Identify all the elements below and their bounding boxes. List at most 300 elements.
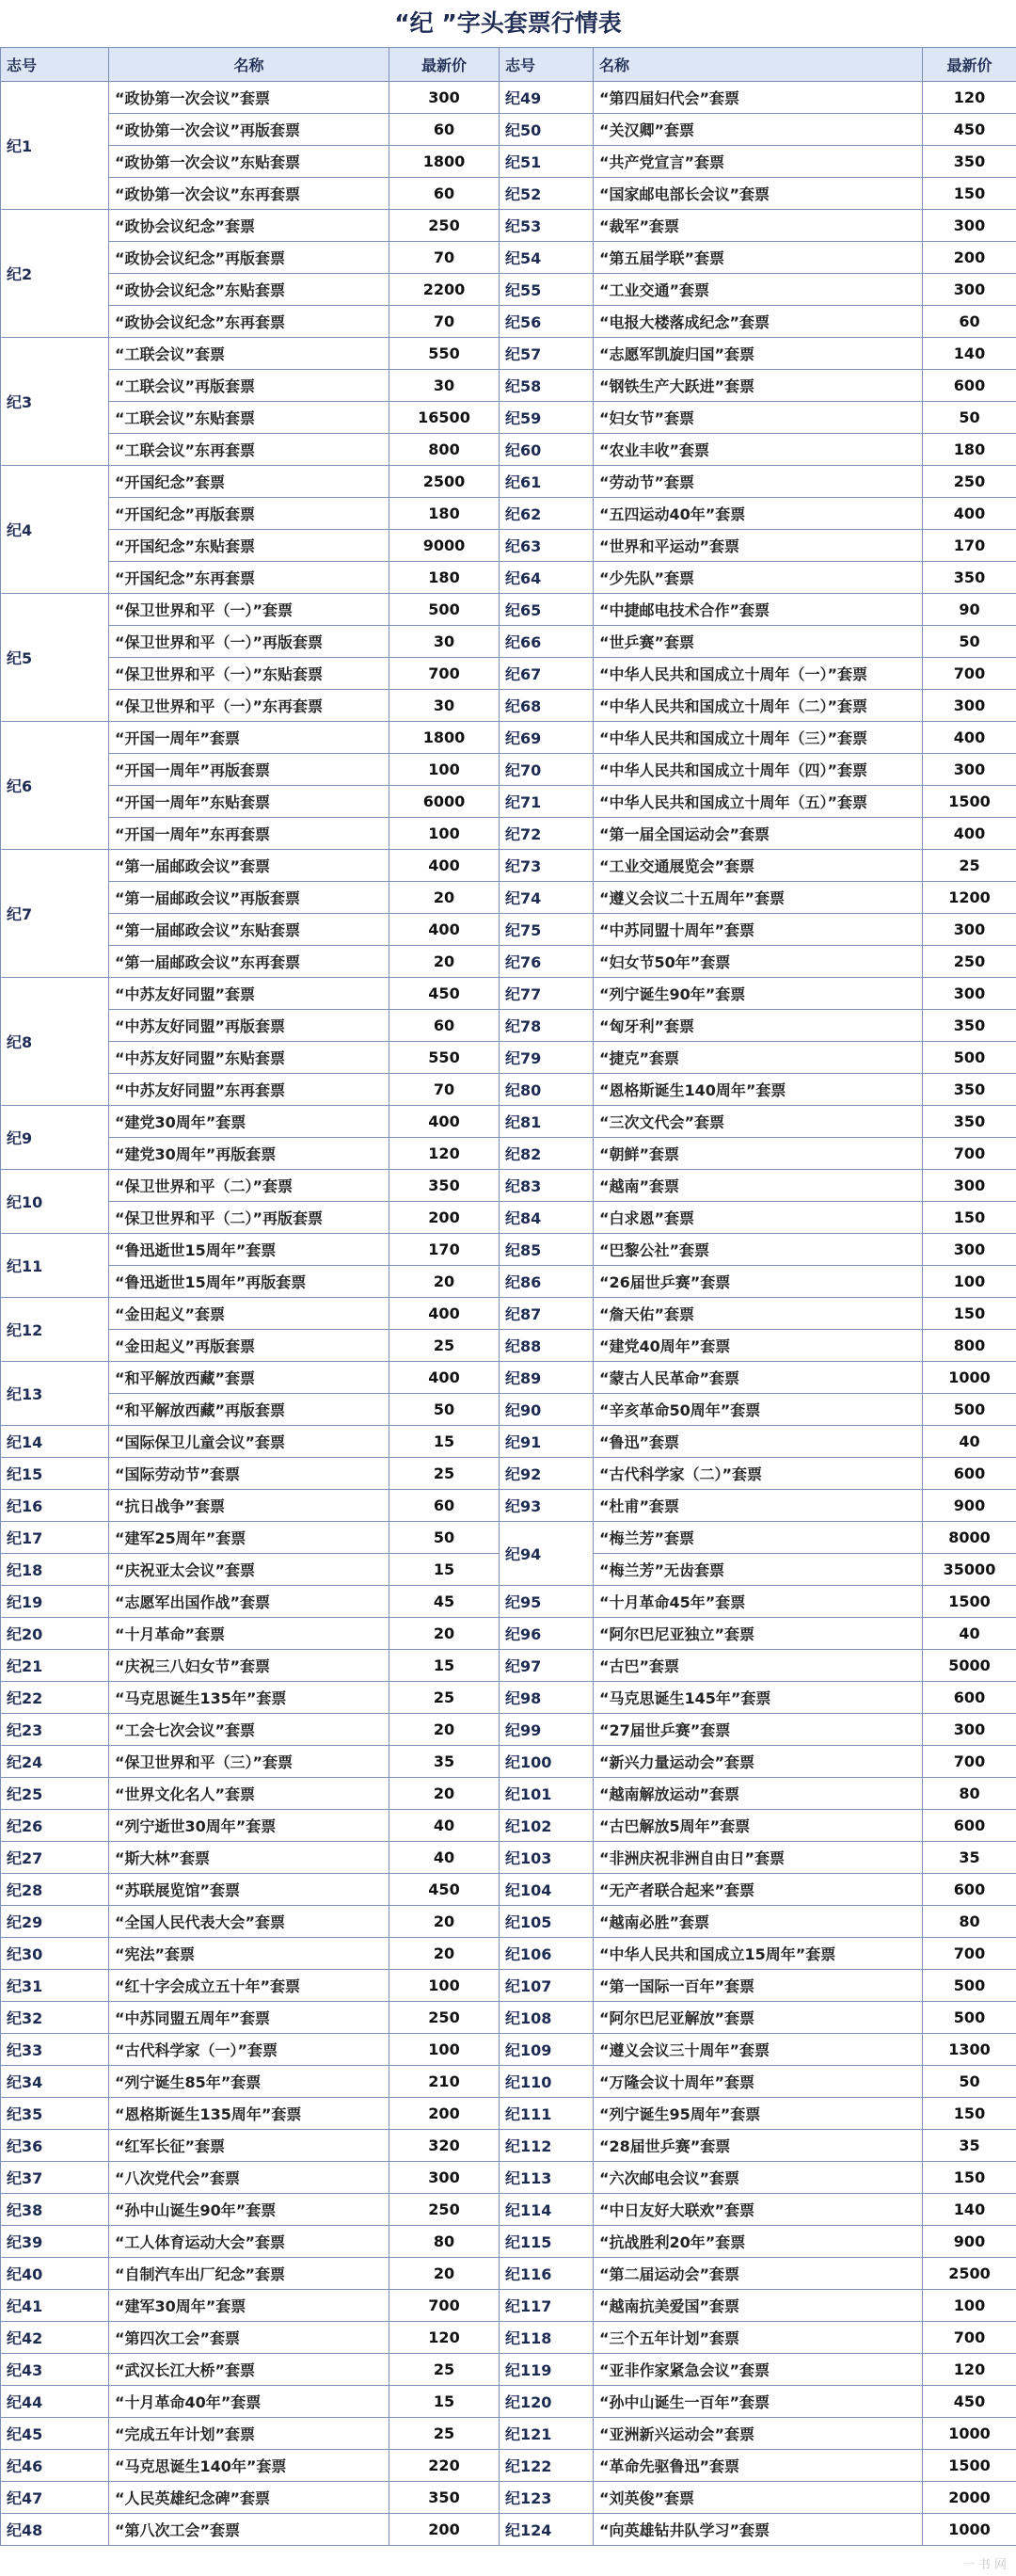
- stamp-price: 25: [389, 1682, 500, 1714]
- stamp-price: 2500: [923, 2258, 1016, 2290]
- stamp-id: 纪89: [500, 1362, 594, 1394]
- stamp-name: “阿尔巴尼亚独立”套票: [594, 1618, 923, 1650]
- stamp-id: 纪73: [500, 850, 594, 882]
- stamp-price: 800: [923, 1330, 1016, 1362]
- stamp-id: 纪35: [1, 2098, 109, 2130]
- table-row: [1, 722, 1016, 754]
- stamp-name: “政协会议纪念”再版套票: [109, 242, 389, 274]
- stamp-id: 纪105: [500, 1906, 594, 1938]
- stamp-id: 纪71: [500, 786, 594, 818]
- stamp-price: 5000: [923, 1650, 1016, 1682]
- header-name-right: 名称: [594, 48, 923, 82]
- stamp-name: “第四届妇代会”套票: [594, 82, 923, 114]
- stamp-price: 2200: [389, 274, 500, 306]
- table-row: [1, 818, 1016, 850]
- stamp-id: 纪55: [500, 274, 594, 306]
- stamp-id: 纪23: [1, 1714, 109, 1746]
- table-row: [1, 1042, 1016, 1074]
- stamp-name: “中苏同盟十周年”套票: [594, 914, 923, 946]
- stamp-name: “庆祝亚太会议”套票: [109, 1554, 389, 1586]
- stamp-price: 100: [389, 818, 500, 850]
- stamp-name: “人民英雄纪念碑”套票: [109, 2482, 389, 2514]
- stamp-id: 纪91: [500, 1426, 594, 1458]
- stamp-id: 纪123: [500, 2482, 594, 2514]
- stamp-id: 纪121: [500, 2418, 594, 2450]
- stamp-id: 纪63: [500, 530, 594, 562]
- stamp-id: 纪66: [500, 626, 594, 658]
- stamp-price: 35: [389, 1746, 500, 1778]
- stamp-name: “工人体育运动大会”套票: [109, 2226, 389, 2258]
- stamp-name: “白求恩”套票: [594, 1202, 923, 1234]
- stamp-price: 80: [389, 2226, 500, 2258]
- stamp-name: “志愿军凯旋归国”套票: [594, 338, 923, 370]
- stamp-id: 纪72: [500, 818, 594, 850]
- table-row: [1, 402, 1016, 434]
- table-row: [1, 2034, 1016, 2066]
- stamp-name: “中华人民共和国成立十周年（一）”套票: [594, 658, 923, 690]
- stamp-price: 80: [923, 1778, 1016, 1810]
- stamp-id: 纪46: [1, 2450, 109, 2482]
- table-row: [1, 1394, 1016, 1426]
- stamp-price: 40: [923, 1426, 1016, 1458]
- stamp-price: 250: [389, 210, 500, 242]
- table-row: [1, 690, 1016, 722]
- stamp-name: “梅兰芳”无齿套票: [594, 1554, 923, 1586]
- stamp-price: 140: [923, 338, 1016, 370]
- stamp-price: 80: [923, 1906, 1016, 1938]
- stamp-name: “中华人民共和国成立十周年（四）”套票: [594, 754, 923, 786]
- table-row: [1, 562, 1016, 594]
- stamp-price: 300: [923, 210, 1016, 242]
- stamp-id: 纪29: [1, 1906, 109, 1938]
- stamp-name: “农业丰收”套票: [594, 434, 923, 466]
- header-price-right: 最新价: [923, 48, 1016, 82]
- stamp-price: 320: [389, 2130, 500, 2162]
- stamp-price: 350: [389, 2482, 500, 2514]
- stamp-name: “庆祝三八妇女节”套票: [109, 1650, 389, 1682]
- stamp-name: “政协会议纪念”东贴套票: [109, 274, 389, 306]
- table-row: [1, 2194, 1016, 2226]
- table-row: [1, 2162, 1016, 2194]
- stamp-name: “开国一周年”东贴套票: [109, 786, 389, 818]
- stamp-name: “全国人民代表大会”套票: [109, 1906, 389, 1938]
- stamp-price: 400: [389, 1362, 500, 1394]
- stamp-name: “古代科学家（一）”套票: [109, 2034, 389, 2066]
- page-title: “纪 ”字头套票行情表: [394, 9, 622, 37]
- stamp-name: “三次文代会”套票: [594, 1106, 923, 1138]
- stamp-id: 纪115: [500, 2226, 594, 2258]
- stamp-id: 纪18: [1, 1554, 109, 1586]
- stamp-price: 100: [923, 2290, 1016, 2322]
- stamp-name: “共产党宣言”套票: [594, 146, 923, 178]
- stamp-price: 20: [389, 882, 500, 914]
- stamp-price: 20: [389, 946, 500, 978]
- stamp-id: 纪45: [1, 2418, 109, 2450]
- stamp-price: 600: [923, 1874, 1016, 1906]
- stamp-price: 60: [923, 306, 1016, 338]
- stamp-price: 100: [923, 1266, 1016, 1298]
- stamp-name: “第五届学联”套票: [594, 242, 923, 274]
- stamp-id: 纪56: [500, 306, 594, 338]
- stamp-price: 300: [923, 274, 1016, 306]
- stamp-price: 400: [389, 850, 500, 882]
- stamp-id: 纪6: [1, 722, 109, 850]
- stamp-name: “遵义会议三十周年”套票: [594, 2034, 923, 2066]
- stamp-id: 纪62: [500, 498, 594, 530]
- stamp-id: 纪13: [1, 1362, 109, 1426]
- stamp-price: 50: [923, 2066, 1016, 2098]
- stamp-id: 纪90: [500, 1394, 594, 1426]
- stamp-price: 60: [389, 1010, 500, 1042]
- stamp-price: 15: [389, 1426, 500, 1458]
- stamp-price: 900: [923, 2226, 1016, 2258]
- header-id-right: 志号: [500, 48, 594, 82]
- stamp-id: 纪42: [1, 2322, 109, 2354]
- stamp-price: 300: [923, 754, 1016, 786]
- stamp-name: “中苏同盟五周年”套票: [109, 2002, 389, 2034]
- stamp-price: 210: [389, 2066, 500, 2098]
- stamp-name: “开国一周年”东再套票: [109, 818, 389, 850]
- stamp-name: “辛亥革命50周年”套票: [594, 1394, 923, 1426]
- stamp-name: “新兴力量运动会”套票: [594, 1746, 923, 1778]
- stamp-name: “国际劳动节”套票: [109, 1458, 389, 1490]
- stamp-name: “向英雄钻井队学习”套票: [594, 2514, 923, 2546]
- stamp-price: 50: [389, 1522, 500, 1554]
- stamp-id: 纪37: [1, 2162, 109, 2194]
- stamp-id: 纪74: [500, 882, 594, 914]
- stamp-price: 60: [389, 1490, 500, 1522]
- header-row: [1, 48, 1016, 82]
- table-row: [1, 242, 1016, 274]
- stamp-name: “蒙古人民革命”套票: [594, 1362, 923, 1394]
- stamp-name: “工业交通展览会”套票: [594, 850, 923, 882]
- stamp-name: “非洲庆祝非洲自由日”套票: [594, 1842, 923, 1874]
- stamp-name: “詹天佑”套票: [594, 1298, 923, 1330]
- stamp-price: 150: [923, 1202, 1016, 1234]
- stamp-name: “越南解放运动”套票: [594, 1778, 923, 1810]
- stamp-price: 900: [923, 1490, 1016, 1522]
- stamp-price: 700: [389, 2290, 500, 2322]
- stamp-name: “世界和平运动”套票: [594, 530, 923, 562]
- stamp-name: “世乒赛”套票: [594, 626, 923, 658]
- table-row: [1, 466, 1016, 498]
- stamp-name: “十月革命40年”套票: [109, 2386, 389, 2418]
- table-row: [1, 1138, 1016, 1170]
- stamp-price: 500: [389, 594, 500, 626]
- stamp-name: “钢铁生产大跃进”套票: [594, 370, 923, 402]
- stamp-name: “保卫世界和平（一）”套票: [109, 594, 389, 626]
- price-table: [0, 47, 1016, 2546]
- stamp-price: 1000: [923, 2418, 1016, 2450]
- table-row: [1, 1842, 1016, 1874]
- stamp-price: 300: [923, 1714, 1016, 1746]
- stamp-id: 纪11: [1, 1234, 109, 1298]
- stamp-id: 纪5: [1, 594, 109, 722]
- stamp-id: 纪34: [1, 2066, 109, 2098]
- stamp-name: “杜甫”套票: [594, 1490, 923, 1522]
- table-body: [1, 82, 1016, 2546]
- stamp-price: 400: [923, 818, 1016, 850]
- stamp-price: 250: [389, 2002, 500, 2034]
- stamp-price: 15: [389, 1554, 500, 1586]
- stamp-id: 纪1: [1, 82, 109, 210]
- stamp-name: “巴黎公社”套票: [594, 1234, 923, 1266]
- stamp-price: 70: [389, 1074, 500, 1106]
- stamp-name: “抗日战争”套票: [109, 1490, 389, 1522]
- table-row: [1, 1106, 1016, 1138]
- stamp-name: “工会七次会议”套票: [109, 1714, 389, 1746]
- stamp-name: “鲁迅逝世15周年”套票: [109, 1234, 389, 1266]
- table-row: [1, 754, 1016, 786]
- stamp-price: 35: [923, 2130, 1016, 2162]
- stamp-price: 25: [389, 1330, 500, 1362]
- table-row: [1, 2002, 1016, 2034]
- table-row: [1, 850, 1016, 882]
- stamp-id: 纪102: [500, 1810, 594, 1842]
- stamp-name: “第八次工会”套票: [109, 2514, 389, 2546]
- stamp-name: “中苏友好同盟”再版套票: [109, 1010, 389, 1042]
- stamp-name: “中苏友好同盟”套票: [109, 978, 389, 1010]
- table-row: [1, 146, 1016, 178]
- stamp-name: “亚洲新兴运动会”套票: [594, 2418, 923, 2450]
- table-row: [1, 434, 1016, 466]
- stamp-name: “和平解放西藏”再版套票: [109, 1394, 389, 1426]
- stamp-name: “中苏友好同盟”东贴套票: [109, 1042, 389, 1074]
- stamp-name: “完成五年计划”套票: [109, 2418, 389, 2450]
- stamp-id: 纪122: [500, 2450, 594, 2482]
- stamp-price: 700: [923, 1938, 1016, 1970]
- stamp-name: “开国纪念”套票: [109, 466, 389, 498]
- table-row: [1, 1330, 1016, 1362]
- stamp-price: 300: [923, 978, 1016, 1010]
- stamp-id: 纪21: [1, 1650, 109, 1682]
- stamp-name: “电报大楼落成纪念”套票: [594, 306, 923, 338]
- stamp-price: 550: [389, 338, 500, 370]
- stamp-price: 60: [389, 178, 500, 210]
- stamp-price: 500: [923, 1970, 1016, 2002]
- stamp-id: 纪79: [500, 1042, 594, 1074]
- stamp-price: 1000: [923, 1362, 1016, 1394]
- stamp-id: 纪94: [500, 1522, 594, 1586]
- table-row: [1, 1906, 1016, 1938]
- stamp-id: 纪106: [500, 1938, 594, 1970]
- stamp-name: “列宁逝世30周年”套票: [109, 1810, 389, 1842]
- stamp-name: “志愿军出国作战”套票: [109, 1586, 389, 1618]
- stamp-price: 1300: [923, 2034, 1016, 2066]
- stamp-id: 纪100: [500, 1746, 594, 1778]
- stamp-name: “列宁诞生95周年”套票: [594, 2098, 923, 2130]
- stamp-id: 纪44: [1, 2386, 109, 2418]
- stamp-id: 纪76: [500, 946, 594, 978]
- table-row: [1, 1266, 1016, 1298]
- stamp-id: 纪111: [500, 2098, 594, 2130]
- stamp-id: 纪2: [1, 210, 109, 338]
- stamp-price: 250: [923, 946, 1016, 978]
- stamp-name: “保卫世界和平（二）”套票: [109, 1170, 389, 1202]
- stamp-name: “刘英俊”套票: [594, 2482, 923, 2514]
- stamp-price: 30: [389, 370, 500, 402]
- stamp-price: 40: [923, 1618, 1016, 1650]
- table-row: [1, 1682, 1016, 1714]
- table-row: [1, 2290, 1016, 2322]
- stamp-id: 纪7: [1, 850, 109, 978]
- stamp-price: 1500: [923, 2450, 1016, 2482]
- stamp-id: 纪53: [500, 210, 594, 242]
- stamp-id: 纪59: [500, 402, 594, 434]
- stamp-price: 50: [389, 1394, 500, 1426]
- stamp-id: 纪40: [1, 2258, 109, 2290]
- stamp-id: 纪83: [500, 1170, 594, 1202]
- stamp-id: 纪99: [500, 1714, 594, 1746]
- table-row: [1, 1618, 1016, 1650]
- stamp-name: “工联会议”东再套票: [109, 434, 389, 466]
- stamp-id: 纪47: [1, 2482, 109, 2514]
- table-row: [1, 2226, 1016, 2258]
- stamp-id: 纪69: [500, 722, 594, 754]
- table-row: [1, 2514, 1016, 2546]
- stamp-name: “宪法”套票: [109, 1938, 389, 1970]
- stamp-name: “开国纪念”再版套票: [109, 498, 389, 530]
- table-row: [1, 2066, 1016, 2098]
- header-id-left: 志号: [1, 48, 109, 82]
- header-name-left: 名称: [109, 48, 389, 82]
- stamp-id: 纪77: [500, 978, 594, 1010]
- stamp-price: 200: [389, 2098, 500, 2130]
- stamp-id: 纪50: [500, 114, 594, 146]
- stamp-price: 170: [923, 530, 1016, 562]
- stamp-id: 纪12: [1, 1298, 109, 1362]
- stamp-name: “六次邮电会议”套票: [594, 2162, 923, 2194]
- stamp-price: 180: [923, 434, 1016, 466]
- stamp-price: 25: [389, 1458, 500, 1490]
- stamp-price: 200: [923, 242, 1016, 274]
- stamp-id: 纪43: [1, 2354, 109, 2386]
- table-row: [1, 114, 1016, 146]
- stamp-id: 纪96: [500, 1618, 594, 1650]
- stamp-id: 纪107: [500, 1970, 594, 2002]
- stamp-price: 50: [923, 626, 1016, 658]
- stamp-name: “劳动节”套票: [594, 466, 923, 498]
- stamp-name: “越南必胜”套票: [594, 1906, 923, 1938]
- stamp-price: 20: [389, 1938, 500, 1970]
- stamp-price: 1500: [923, 786, 1016, 818]
- header-price-left: 最新价: [389, 48, 500, 82]
- stamp-name: “三个五年计划”套票: [594, 2322, 923, 2354]
- stamp-name: “恩格斯诞生135周年”套票: [109, 2098, 389, 2130]
- stamp-name: “保卫世界和平（一）”再版套票: [109, 626, 389, 658]
- table-row: [1, 530, 1016, 562]
- stamp-price: 550: [389, 1042, 500, 1074]
- stamp-price: 300: [923, 914, 1016, 946]
- table-row: [1, 1522, 1016, 1554]
- stamp-price: 1800: [389, 722, 500, 754]
- stamp-name: “第一届邮政会议”东再套票: [109, 946, 389, 978]
- table-row: [1, 1490, 1016, 1522]
- stamp-id: 纪97: [500, 1650, 594, 1682]
- stamp-price: 16500: [389, 402, 500, 434]
- stamp-id: 纪114: [500, 2194, 594, 2226]
- stamp-price: 90: [923, 594, 1016, 626]
- stamp-name: “26届世乒赛”套票: [594, 1266, 923, 1298]
- stamp-id: 纪58: [500, 370, 594, 402]
- stamp-name: “马克思诞生140年”套票: [109, 2450, 389, 2482]
- stamp-id: 纪41: [1, 2290, 109, 2322]
- table-row: [1, 2450, 1016, 2482]
- stamp-id: 纪25: [1, 1778, 109, 1810]
- stamp-price: 100: [389, 754, 500, 786]
- stamp-name: “孙中山诞生一百年”套票: [594, 2386, 923, 2418]
- stamp-price: 40: [389, 1842, 500, 1874]
- stamp-price: 140: [923, 2194, 1016, 2226]
- stamp-name: “越南抗美爱国”套票: [594, 2290, 923, 2322]
- stamp-name: “开国一周年”套票: [109, 722, 389, 754]
- stamp-price: 180: [389, 498, 500, 530]
- stamp-name: “政协第一次会议”东再套票: [109, 178, 389, 210]
- stamp-name: “妇女节”套票: [594, 402, 923, 434]
- stamp-name: “中华人民共和国成立十周年（五）”套票: [594, 786, 923, 818]
- stamp-id: 纪52: [500, 178, 594, 210]
- stamp-id: 纪30: [1, 1938, 109, 1970]
- stamp-id: 纪110: [500, 2066, 594, 2098]
- stamp-id: 纪31: [1, 1970, 109, 2002]
- stamp-name: “红十字会成立五十年”套票: [109, 1970, 389, 2002]
- stamp-name: “工联会议”东贴套票: [109, 402, 389, 434]
- stamp-price: 250: [389, 2194, 500, 2226]
- stamp-id: 纪95: [500, 1586, 594, 1618]
- stamp-name: “第四次工会”套票: [109, 2322, 389, 2354]
- stamp-price: 60: [389, 114, 500, 146]
- stamp-name: “捷克”套票: [594, 1042, 923, 1074]
- stamp-price: 25: [389, 2418, 500, 2450]
- table-row: [1, 978, 1016, 1010]
- table-row: [1, 1010, 1016, 1042]
- table-row: [1, 1170, 1016, 1202]
- stamp-name: “开国一周年”再版套票: [109, 754, 389, 786]
- stamp-price: 200: [389, 2514, 500, 2546]
- stamp-id: 纪87: [500, 1298, 594, 1330]
- table-row: [1, 2130, 1016, 2162]
- stamp-name: “和平解放西藏”套票: [109, 1362, 389, 1394]
- stamp-price: 700: [923, 1746, 1016, 1778]
- stamp-price: 2500: [389, 466, 500, 498]
- stamp-price: 350: [923, 1010, 1016, 1042]
- stamp-name: “第一国际一百年”套票: [594, 1970, 923, 2002]
- table-row: [1, 882, 1016, 914]
- stamp-name: “马克思诞生135年”套票: [109, 1682, 389, 1714]
- stamp-name: “恩格斯诞生140周年”套票: [594, 1074, 923, 1106]
- stamp-id: 纪88: [500, 1330, 594, 1362]
- stamp-id: 纪70: [500, 754, 594, 786]
- stamp-name: “保卫世界和平（三）”套票: [109, 1746, 389, 1778]
- table-row: [1, 1202, 1016, 1234]
- stamp-price: 30: [389, 626, 500, 658]
- stamp-price: 400: [389, 1298, 500, 1330]
- stamp-name: “列宁诞生90年”套票: [594, 978, 923, 1010]
- stamp-name: “开国纪念”东再套票: [109, 562, 389, 594]
- stamp-name: “中华人民共和国成立十周年（三）”套票: [594, 722, 923, 754]
- stamp-name: “第一届邮政会议”再版套票: [109, 882, 389, 914]
- stamp-price: 70: [389, 306, 500, 338]
- table-row: [1, 1810, 1016, 1842]
- stamp-price: 450: [389, 978, 500, 1010]
- stamp-name: “武汉长江大桥”套票: [109, 2354, 389, 2386]
- stamp-price: 300: [923, 1234, 1016, 1266]
- stamp-price: 180: [389, 562, 500, 594]
- stamp-id: 纪119: [500, 2354, 594, 2386]
- stamp-price: 20: [389, 1618, 500, 1650]
- stamp-id: 纪39: [1, 2226, 109, 2258]
- stamp-price: 300: [389, 82, 500, 114]
